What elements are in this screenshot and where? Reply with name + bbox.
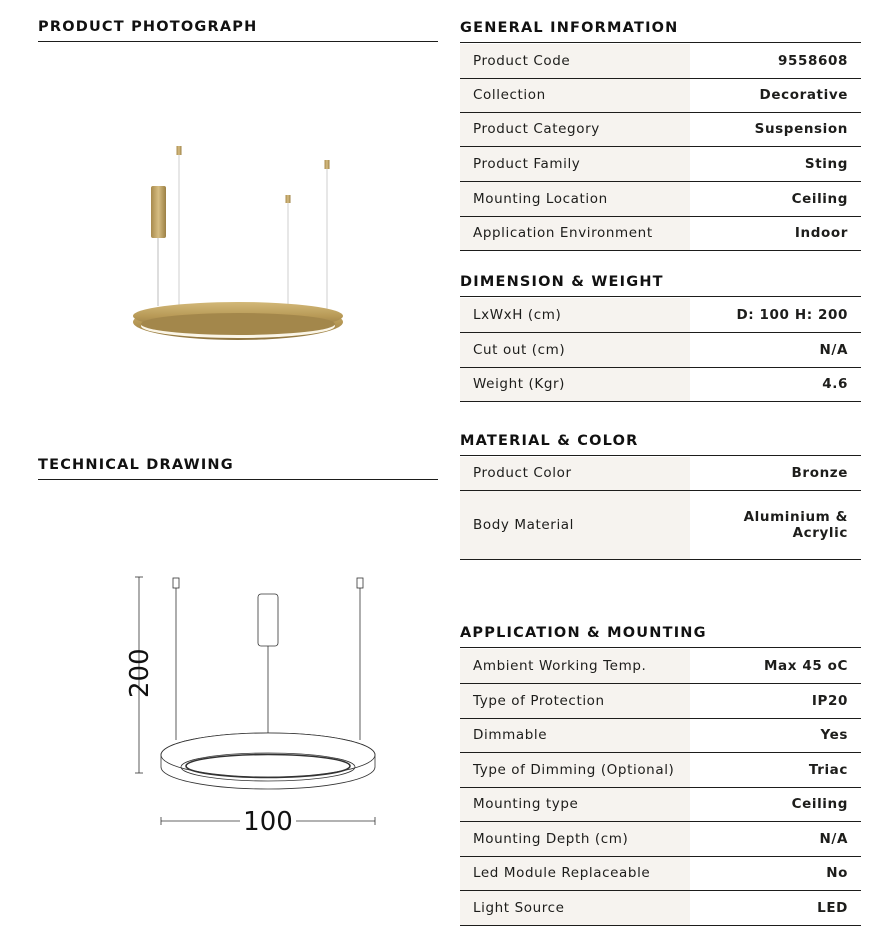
- technical-drawing: [120, 570, 390, 840]
- drawing-section-title: TECHNICAL DRAWING: [38, 457, 438, 480]
- row-value: Indoor: [690, 216, 861, 250]
- table-row: [460, 181, 861, 216]
- product-photo: [120, 140, 360, 355]
- row-label: Body Material: [460, 490, 690, 559]
- row-label: Ambient Working Temp.: [460, 649, 690, 683]
- row-label: Mounting Depth (cm): [460, 821, 690, 856]
- row-label: Product Family: [460, 146, 690, 181]
- row-label: Led Module Replaceable: [460, 856, 690, 890]
- table-row: [460, 146, 861, 181]
- application-title: APPLICATION & MOUNTING: [460, 625, 861, 648]
- row-value: Bronze: [690, 457, 861, 490]
- row-value: LED: [690, 890, 861, 925]
- general-info-table: [460, 44, 861, 251]
- table-row: [460, 298, 861, 332]
- row-label: Weight (Kgr): [460, 367, 690, 401]
- row-label: Application Environment: [460, 216, 690, 250]
- table-row: [460, 112, 861, 146]
- row-value: [690, 490, 861, 559]
- photo-section-title: PRODUCT PHOTOGRAPH: [38, 19, 438, 42]
- row-value: 9558608: [690, 44, 861, 78]
- dimension-title: DIMENSION & WEIGHT: [460, 274, 861, 297]
- dimension-width-label: 100: [243, 807, 293, 837]
- material-title: MATERIAL & COLOR: [460, 433, 861, 456]
- row-value: N/A: [690, 332, 861, 367]
- table-row: [460, 332, 861, 367]
- application-table: [460, 649, 861, 926]
- table-row: [460, 457, 861, 490]
- row-value: 4.6: [690, 367, 861, 401]
- row-value-line2: Acrylic: [792, 524, 848, 541]
- row-label: Product Color: [460, 457, 690, 490]
- row-label: Mounting type: [460, 787, 690, 821]
- row-value: Ceiling: [690, 787, 861, 821]
- general-info-title: GENERAL INFORMATION: [460, 20, 861, 43]
- table-row: [460, 718, 861, 752]
- row-label: LxWxH (cm): [460, 298, 690, 332]
- dimension-table: [460, 298, 861, 402]
- row-label: Mounting Location: [460, 181, 690, 216]
- table-row: [460, 490, 861, 559]
- table-row: [460, 78, 861, 112]
- row-value-line1: Aluminium &: [743, 508, 848, 525]
- row-value: Suspension: [690, 112, 861, 146]
- table-row: [460, 216, 861, 250]
- row-value: Sting: [690, 146, 861, 181]
- row-value: Yes: [690, 718, 861, 752]
- table-row: [460, 752, 861, 787]
- row-label: Light Source: [460, 890, 690, 925]
- table-row: [460, 821, 861, 856]
- row-value: Max 45 oC: [690, 649, 861, 683]
- row-label: Type of Dimming (Optional): [460, 752, 690, 787]
- row-value: Ceiling: [690, 181, 861, 216]
- material-table: [460, 457, 861, 560]
- row-label: Product Code: [460, 44, 690, 78]
- row-value: IP20: [690, 683, 861, 718]
- row-value: D: 100 H: 200: [690, 298, 861, 332]
- row-value: Triac: [690, 752, 861, 787]
- row-label: Product Category: [460, 112, 690, 146]
- table-row: [460, 787, 861, 821]
- row-value: N/A: [690, 821, 861, 856]
- row-label: Cut out (cm): [460, 332, 690, 367]
- table-row: [460, 890, 861, 925]
- row-value: No: [690, 856, 861, 890]
- dimension-height-label: 200: [125, 648, 155, 698]
- row-label: Dimmable: [460, 718, 690, 752]
- table-row: [460, 649, 861, 683]
- table-row: [460, 856, 861, 890]
- row-value: Decorative: [690, 78, 861, 112]
- table-row: [460, 683, 861, 718]
- table-row: [460, 367, 861, 401]
- row-label: Collection: [460, 78, 690, 112]
- table-row: [460, 44, 861, 78]
- row-label: Type of Protection: [460, 683, 690, 718]
